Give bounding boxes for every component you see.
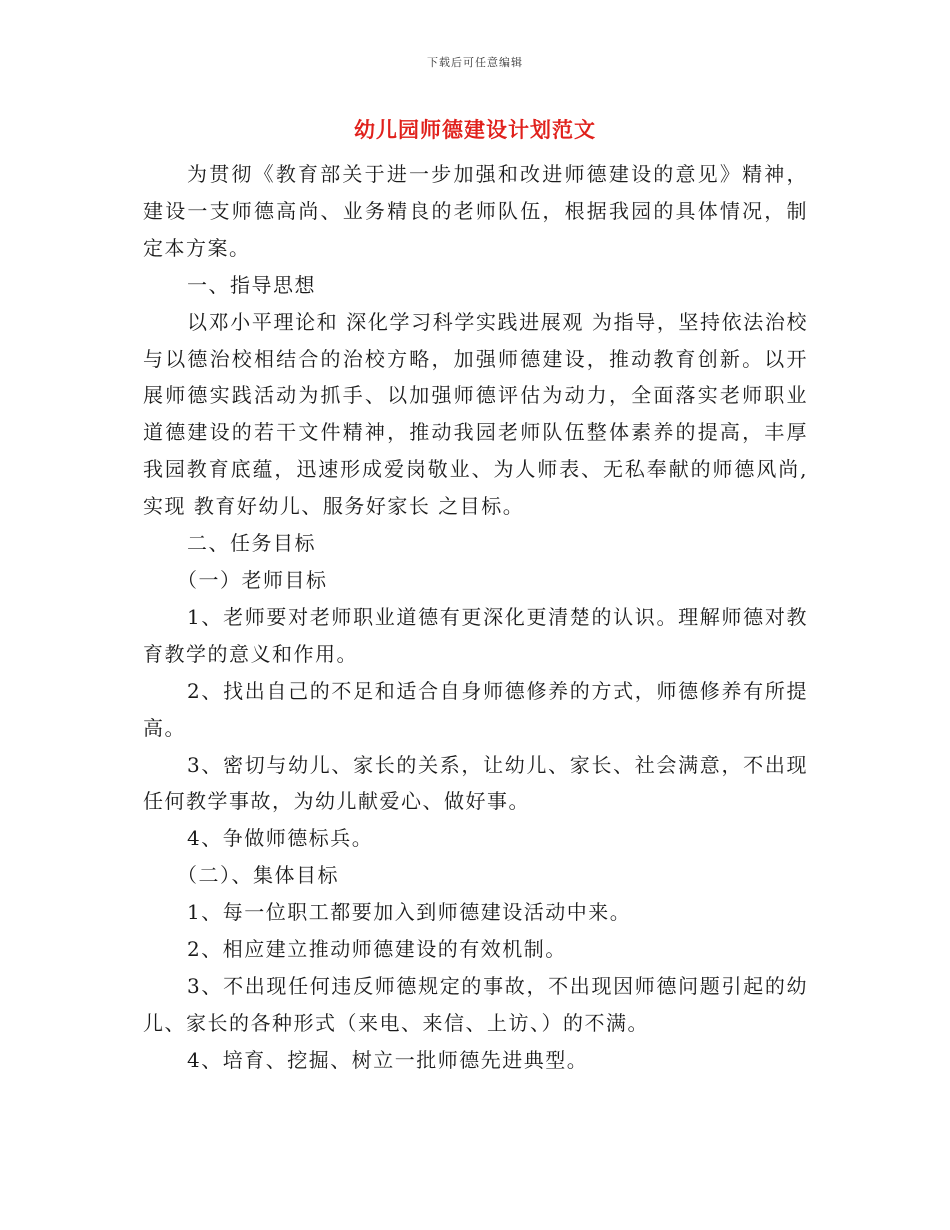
list-item: 1、老师要对老师职业道德有更深化更清楚的认识。理解师德对教育教学的意义和作用。	[143, 604, 808, 666]
section-heading-task-goals: 二、任务目标	[187, 531, 316, 556]
subheading-collective-goals: （二）、集体目标	[177, 863, 339, 888]
paragraph-guiding-ideology: 以邓小平理论和 深化学习科学实践进展观 为指导，坚持依法治校与以德治校相结合的治校方略，加强师德建设，推动教育创新。以开展师德实践活动为抓手、以加强师德评估为动力，全面落实老师职业道德建设的若干文件精神，推动我园老师队伍整体素养的提高，丰厚我园教育底蕴，迅速形成爱岗敬业、为人师表、无私奉献的师德风尚,实现 教育好幼儿、服务好家长 之目标。	[143, 309, 808, 519]
subheading-teacher-goals: （一）老师目标	[177, 567, 328, 592]
section-heading-guiding-ideology: 一、指导思想	[187, 272, 316, 297]
list-item: 4、争做师德标兵。	[187, 826, 374, 851]
document-body	[143, 156, 808, 1079]
list-item: 1、每一位职工都要加入到师德建设活动中来。	[187, 900, 632, 925]
paragraph-intro: 为贯彻《教育部关于进一步加强和改进师德建设的意见》精神，建设一支师德高尚、业务精良的老师队伍，根据我园的具体情况，制定本方案。	[143, 162, 808, 260]
document-title: 幼儿园师德建设计划范文	[354, 117, 596, 142]
list-item: 3、不出现任何违反师德规定的事故，不出现因师德问题引起的幼儿、家长的各种形式（来电、来信、上访、）的不满。	[143, 973, 808, 1035]
list-item: 2、找出自己的不足和适合自身师德修养的方式，师德修养有所提高。	[143, 678, 808, 740]
header-note: 下载后可任意编辑	[427, 56, 523, 69]
list-item: 2、相应建立推动师德建设的有效机制。	[187, 937, 567, 962]
list-item: 3、密切与幼儿、家长的关系，让幼儿、家长、社会满意，不出现任何教学事故，为幼儿献爱心、做好事。	[143, 752, 808, 814]
list-item: 4、培育、挖掘、树立一批师德先进典型。	[187, 1047, 589, 1072]
